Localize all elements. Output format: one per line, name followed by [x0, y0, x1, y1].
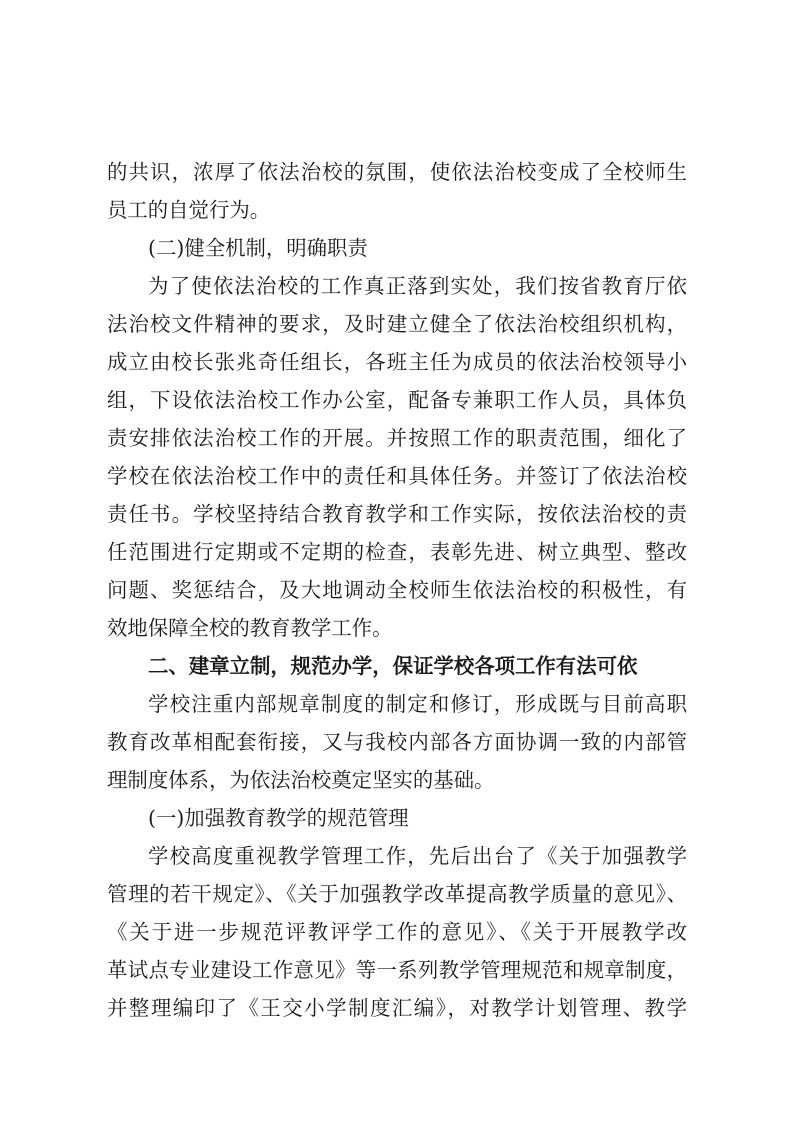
- body-text-line: 法治校文件精神的要求，及时建立健全了依法治校组织机构，: [107, 312, 687, 336]
- section-heading: 二、建章立制，规范办学，保证学校各项工作有法可依: [148, 654, 638, 678]
- body-text-line: 效地保障全校的教育教学工作。: [107, 616, 393, 640]
- body-text-line: 任范围进行定期或不定期的检查，表彰先进、树立典型、整改: [107, 540, 687, 564]
- body-text-line: 理制度体系，为依法治校奠定坚实的基础。: [107, 768, 495, 792]
- body-text-line: 并整理编印了《王交小学制度汇编》，对教学计划管理、教学: [107, 996, 687, 1020]
- section-subheading: (二)健全机制，明确职责: [148, 236, 368, 260]
- body-text-line: 组，下设依法治校工作办公室，配备专兼职工作人员，具体负: [107, 388, 687, 412]
- body-text-line: 责任书。学校坚持结合教育教学和工作实际，按依法治校的责: [107, 502, 687, 526]
- body-text-line: 教育改革相配套衔接，又与我校内部各方面协调一致的内部管: [107, 730, 687, 754]
- body-text-line: 成立由校长张兆奇任组长，各班主任为成员的依法治校领导小: [107, 350, 687, 374]
- body-text-line: 为了使依法治校的工作真正落到实处，我们按省教育厅依: [148, 274, 687, 298]
- body-text-line: 革试点专业建设工作意见》等一系列教学管理规范和规章制度，: [107, 958, 687, 982]
- body-text-line: 问题、奖惩结合，及大地调动全校师生依法治校的积极性，有: [107, 578, 687, 602]
- body-text-line: 《关于进一步规范评教评学工作的意见》、《关于开展教学改: [107, 920, 687, 944]
- body-text-line: 学校高度重视教学管理工作，先后出台了《关于加强教学: [148, 844, 687, 868]
- body-text-line: 学校在依法治校工作中的责任和具体任务。并签订了依法治校: [107, 464, 687, 488]
- body-text-line: 学校注重内部规章制度的制定和修订，形成既与目前高职: [148, 692, 687, 716]
- body-text-line: 的共识，浓厚了依法治校的氛围，使依法治校变成了全校师生: [107, 160, 687, 184]
- section-subheading: (一)加强教育教学的规范管理: [148, 806, 409, 830]
- body-text-line: 员工的自觉行为。: [107, 198, 271, 222]
- body-text-line: 管理的若干规定》、《关于加强教学改革提高教学质量的意见》、: [107, 882, 687, 906]
- body-text-line: 责安排依法治校工作的开展。并按照工作的职责范围，细化了: [107, 426, 687, 450]
